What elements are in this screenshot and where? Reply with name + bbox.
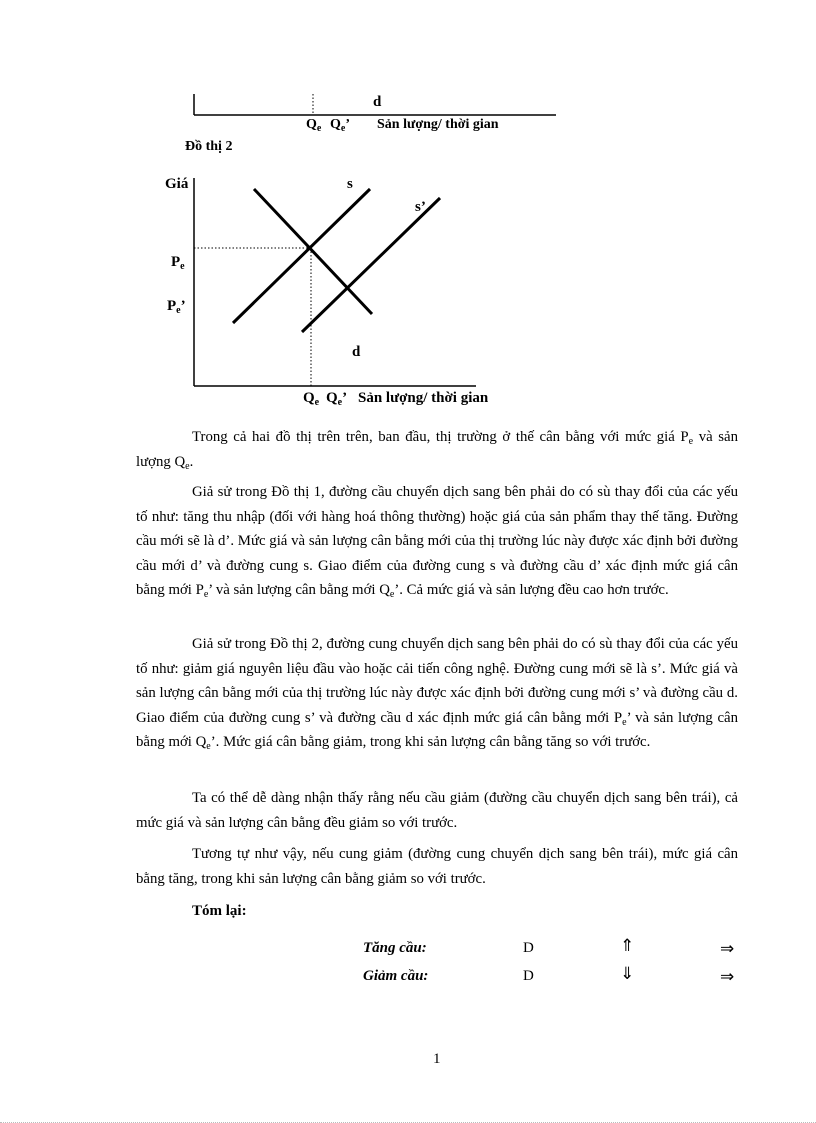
summary-row-label: Tăng cầu: [363, 940, 427, 956]
graph2-curve-d-label: d [352, 344, 361, 360]
page-number: 1 [433, 1051, 441, 1067]
summary-row-label: Giảm cầu: [363, 968, 429, 984]
implies-arrow-icon: ⇒ [720, 967, 735, 987]
summary-row-d: D [523, 968, 534, 984]
graph2-supply-curve-s [233, 189, 370, 323]
graph2-qe-label: $Q_e$ [303, 390, 320, 408]
paragraph-3: Giả sử trong Đồ thị 2, đường cung chuyển dịch sang bên phải do có sù thay đổi của các yếu tố như: giảm giá nguyên liệu đầu vào hoặc cải tiến công nghệ. Đường cung mới sẽ là s’. Mức giá và sản lượng cân bằng mới của thị trường lúc này được xác định bởi đường cung mới s’ và đường cầu d. Giao điểm của đường cung s’ và đường cầu d xác định mức giá cân bằng mới $P_e$’ và sản lượng cân bằng mới $Q_e$’. Mức giá cân bằng giảm, trong khi sản lượng cân bằng tăng so với trước. [136, 636, 738, 753]
paragraph-4: Ta có thể dễ dàng nhận thấy rằng nếu cầu giảm (đường cầu chuyển dịch sang bên trái), cả mức giá và sản lượng cân bằng đều giảm so với trước. [136, 790, 738, 831]
paragraph-2: Giả sử trong Đồ thị 1, đường cầu chuyển dịch sang bên phải do có sù thay đổi của các yếu tố như: tăng thu nhập (đối với hàng hoá thông thường) hoặc giá của sản phẩm thay thế tăng. Đường cầu mới sẽ là d’. Mức giá và sản lượng cân bằng mới của thị trường lúc này được xác định bởi đường cầu mới d’ và đường cung s. Giao điểm của đường cung s và đường cầu d’ xác định mức giá cân bằng mới $P_e$’ và sản lượng cân bằng mới $Q_e$’. Cả mức giá và sản lượng đều cao hơn trước. [136, 484, 738, 601]
graph2-y-axis-label: Giá [165, 176, 189, 192]
graph2-curve-s2-label: s’ [415, 199, 426, 215]
paragraph-1: Trong cả hai đồ thị trên trên, ban đầu, thị trường ở thế cân bằng với mức giá $P_e$ và sản lượng $Q_e$. [136, 429, 739, 472]
summary-heading: Tóm lại: [192, 903, 247, 919]
implies-arrow-icon: ⇒ [720, 939, 735, 959]
graph2-curve-s-label: s [347, 176, 353, 192]
graph2-pe2-label: $P_e$’ [167, 298, 186, 316]
graph1-curve-d-label: d [373, 94, 382, 110]
graph2-qe2-label: $Q_e$’ [326, 390, 348, 408]
paragraph-5: Tương tự như vậy, nếu cung giảm (đường cung chuyển dịch sang bên trái), mức giá cân bằng tăng, trong khi sản lượng cân bằng giảm so với trước. [136, 846, 738, 887]
summary-row-d: D [523, 940, 534, 956]
graph1-qe-label: $Q_e$ [306, 117, 322, 134]
graph2-pe-label: $P_e$ [171, 254, 185, 272]
graph2-x-axis-label: Sản lượng/ thời gian [358, 390, 489, 406]
graph2-title: Đồ thị 2 [185, 139, 233, 154]
down-double-arrow-icon: ⇓ [620, 964, 635, 984]
graph1-qe2-label: $Q_e$’ [330, 117, 351, 134]
graph2-demand-curve-d [254, 189, 372, 314]
up-double-arrow-icon: ⇑ [620, 936, 635, 956]
graph2-plot [0, 0, 816, 410]
graph1-x-axis-label: Sản lượng/ thời gian [377, 117, 499, 132]
